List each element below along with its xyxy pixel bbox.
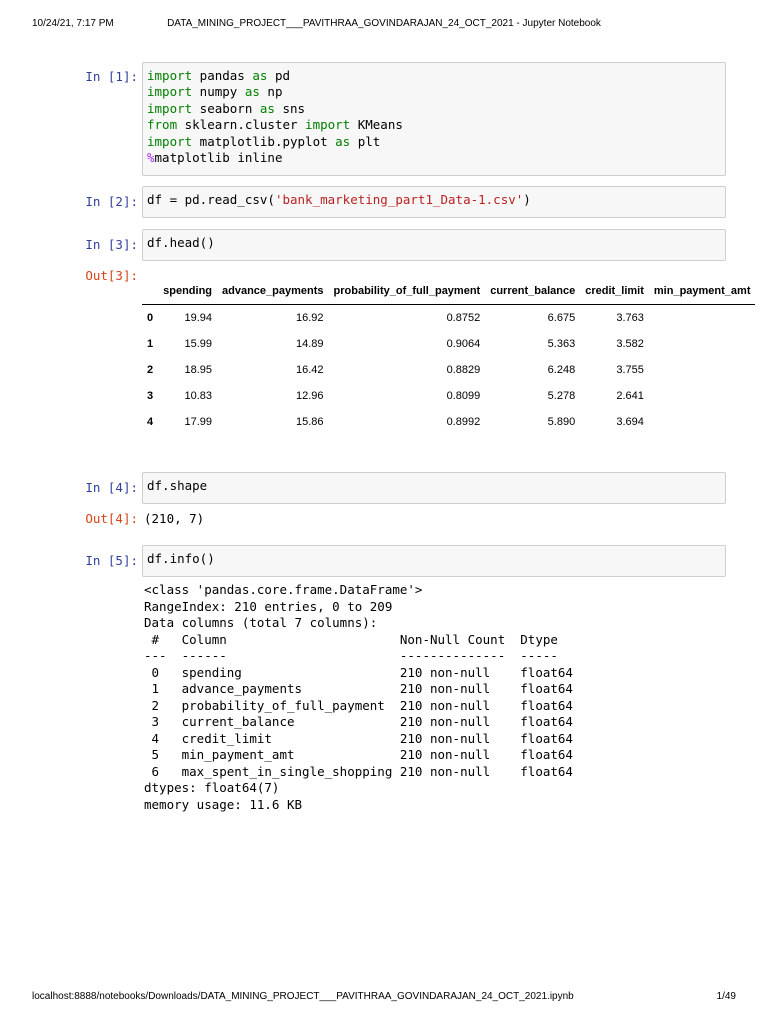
code-cell-5[interactable] xyxy=(80,545,728,577)
keyword: import xyxy=(147,100,193,116)
table-cell xyxy=(649,357,756,383)
row-index: 4 xyxy=(147,416,154,428)
code-line xyxy=(147,117,721,133)
code-input-5[interactable] xyxy=(142,545,726,577)
table-cell: 15.86 xyxy=(295,416,324,428)
column-header: advance_payments xyxy=(217,278,329,305)
output-area-5 xyxy=(80,582,728,822)
table-cell: 0.8829 xyxy=(446,364,481,376)
code-line xyxy=(147,84,721,100)
code-text: KMeans xyxy=(350,117,403,133)
output-area-3 xyxy=(80,268,751,438)
table-cell: 12.96 xyxy=(295,390,324,402)
table-row xyxy=(142,383,755,409)
output-area-4 xyxy=(80,510,728,530)
in-prompt-2: In [2]: xyxy=(85,194,138,209)
string-literal: 'bank_marketing_part1_Data-1.csv' xyxy=(274,192,524,207)
dataframe-table xyxy=(142,278,755,435)
keyword: import xyxy=(305,117,351,133)
row-index: 0 xyxy=(147,312,154,324)
table-cell: 19.94 xyxy=(184,312,213,324)
table-cell: 10.83 xyxy=(184,390,213,402)
code-input-1[interactable] xyxy=(142,62,726,176)
code-line xyxy=(147,134,721,150)
table-header-row xyxy=(142,278,755,305)
notebook-url: localhost:8888/notebooks/Downloads/DATA_MINING_PROJECT___PAVITHRAA_GOVINDARAJAN_24_OCT_2021.ipynb xyxy=(32,991,574,1002)
column-header xyxy=(142,278,158,305)
table-cell: 5.278 xyxy=(547,390,576,402)
print-footer xyxy=(32,991,736,1005)
table-cell: 17.99 xyxy=(184,416,213,428)
page-number: 1/49 xyxy=(716,991,736,1002)
table-cell: 6.248 xyxy=(547,364,576,376)
in-prompt-4: In [4]: xyxy=(85,480,138,495)
table-cell: 3.582 xyxy=(616,338,644,350)
shape-output: (210, 7) xyxy=(144,511,205,526)
dataframe-output xyxy=(142,278,751,438)
code-line xyxy=(147,150,721,166)
code-text: pd xyxy=(267,68,291,83)
code-input-2[interactable] xyxy=(142,186,726,218)
table-cell: 5.363 xyxy=(547,338,576,350)
code-text: pandas xyxy=(192,68,253,83)
code-text: df = pd.read_csv( xyxy=(147,192,275,207)
column-header: credit_limit xyxy=(580,278,649,305)
code-cell-3[interactable] xyxy=(80,229,728,261)
table-cell: 16.42 xyxy=(295,364,324,376)
in-prompt-3: In [3]: xyxy=(85,237,138,252)
code-text: df.head() xyxy=(147,235,215,250)
code-text: plt xyxy=(350,133,381,149)
code-line xyxy=(147,101,721,117)
keyword: as xyxy=(252,68,268,83)
keyword: import xyxy=(147,133,193,149)
code-input-4[interactable] xyxy=(142,472,726,504)
table-cell xyxy=(649,331,756,357)
row-index: 2 xyxy=(147,364,154,376)
code-cell-2[interactable] xyxy=(80,186,728,218)
in-prompt-5: In [5]: xyxy=(85,553,138,568)
table-cell: 3.694 xyxy=(616,416,644,428)
print-header xyxy=(32,18,736,32)
keyword: as xyxy=(335,133,351,149)
table-row xyxy=(142,331,755,357)
keyword: import xyxy=(147,84,193,100)
code-text: seaborn xyxy=(192,100,260,116)
table-cell: 0.8752 xyxy=(446,312,481,324)
column-header: current_balance xyxy=(485,278,580,305)
notebook-title: DATA_MINING_PROJECT___PAVITHRAA_GOVINDARAJAN_24_OCT_2021 - Jupyter Notebook xyxy=(167,18,601,29)
table-cell: 14.89 xyxy=(295,338,324,350)
code-text: df.shape xyxy=(147,478,208,493)
keyword: as xyxy=(244,84,260,100)
keyword: import xyxy=(147,68,193,83)
column-header: probability_of_full_payment xyxy=(329,278,486,305)
table-cell: 0.9064 xyxy=(446,338,481,350)
table-cell: 2.641 xyxy=(616,390,644,402)
table-cell: 0.8099 xyxy=(446,390,481,402)
table-row xyxy=(142,357,755,383)
code-cell-1[interactable] xyxy=(80,62,728,176)
column-header: spending xyxy=(158,278,217,305)
magic-symbol: % xyxy=(147,149,155,165)
code-text: np xyxy=(259,84,283,100)
keyword: from xyxy=(147,117,178,133)
code-line xyxy=(147,68,721,84)
out-prompt-3: Out[3]: xyxy=(85,268,138,283)
table-cell xyxy=(649,409,756,435)
code-text: sklearn.cluster xyxy=(177,117,306,133)
table-row xyxy=(142,409,755,435)
code-cell-4[interactable] xyxy=(80,472,728,504)
in-prompt-1: In [1]: xyxy=(85,69,138,84)
table-cell xyxy=(649,383,756,409)
code-text: matplotlib inline xyxy=(154,149,283,165)
code-text: numpy xyxy=(192,84,245,100)
code-text: matplotlib.pyplot xyxy=(192,133,336,149)
table-cell: 5.890 xyxy=(547,416,576,428)
table-cell: 6.675 xyxy=(547,312,576,324)
table-cell: 3.755 xyxy=(616,364,644,376)
table-cell xyxy=(649,305,756,332)
out-prompt-4: Out[4]: xyxy=(85,511,138,526)
table-cell: 15.99 xyxy=(184,338,213,350)
table-row xyxy=(142,305,755,332)
code-text: ) xyxy=(523,192,531,207)
code-input-3[interactable] xyxy=(142,229,726,261)
table-cell: 16.92 xyxy=(295,312,324,324)
row-index: 3 xyxy=(147,390,154,402)
print-datetime: 10/24/21, 7:17 PM xyxy=(32,18,114,29)
table-cell: 0.8992 xyxy=(446,416,481,428)
column-header: min_payment_amt xyxy=(649,278,756,305)
row-index: 1 xyxy=(147,338,154,350)
keyword: as xyxy=(259,100,275,116)
code-text: sns xyxy=(274,100,306,116)
info-output: <class 'pandas.core.frame.DataFrame'> RangeIndex: 210 entries, 0 to 209 Data columns (total 7 columns): # Column Non-Null Count Dtype --- ------ -------------- ----- 0 spending 210 non-null float64 1 advance_payments 210 non-null float64 2 probability_of_full_payment 210 non-null float64 3 current_balance 210 non-null float64 4 credit_limit 210 non-null float64 5 min_payment_amt 210 non-null float64 6 max_spent_in_single_shopping 210 non-null float64 dtypes: float64(7) memory usage: 11.6 KB xyxy=(144,582,573,812)
table-cell: 18.95 xyxy=(184,364,213,376)
table-cell: 3.763 xyxy=(616,312,644,324)
code-text: df.info() xyxy=(147,551,215,566)
